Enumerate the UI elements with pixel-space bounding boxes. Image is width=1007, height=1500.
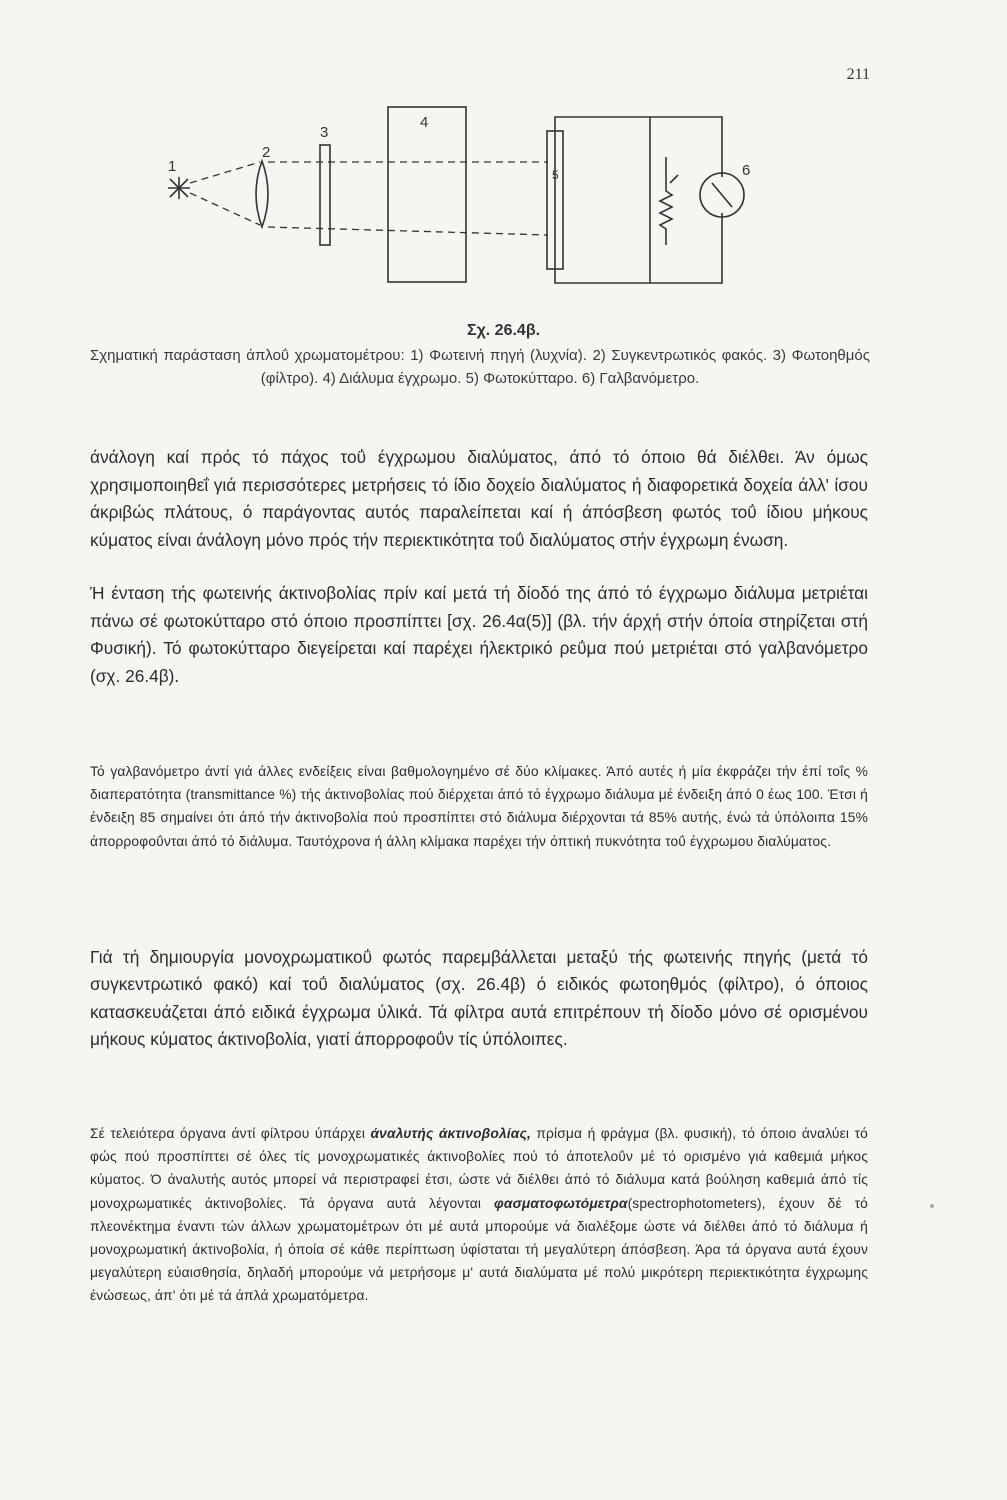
paragraph-1: άνάλογη καί πρός τό πάχος τοΰ έγχρωμου διαλύματος, άπό τό όποιο θά διέλθει. Άν όμως χρησιμοποιηθεΐ γιά περισσότερες μετρήσεις τό ίδιο δοχείο διαλύματος ή διαφορετικά δοχεία άλλ' ίσου άκριβώς πλάτους, ό παράγοντας αυτός παραλείπεται καί ή άπόσβεση φωτός τοΰ ίδιου μήκους κύματος είναι άνάλογη μόνο πρός τήν περιεκτικότητα τοΰ διαλύματος στήν έγχρωμη ένωση. [90, 447, 868, 550]
paragraph-4: Γιά τή δημιουργία μονοχρωματικοΰ φωτός παρεμβάλλεται μεταξύ τής φωτεινής πηγής (μετά τό συγκεντρωτικό φακό) καί τοΰ διαλύματος (σχ. 26.4β) ό ειδικός φωτοηθμός (φίλτρο), ό όποιος κατασκευάζεται άπό ειδικά έγχρωμα ύλικά. Τά φίλτρα αυτά επιτρέπουν τή δίοδο μόνο σέ ορισμένου μήκους κύματος άκτινοβολία, γιατί άπορροφοΰν τίς ύπόλοιπες. [90, 947, 868, 1050]
resistor-arrow [670, 175, 678, 183]
paragraph-2: Ή ένταση τής φωτεινής άκτινοβολίας πρίν καί μετά τή δίοδό της άπό τό έγχρωμο διάλυμα μετριέται πάνω σέ φωτοκύτταρο στό όποιο προσπίπτει [σχ. 26.4α(5)] (βλ. τήν άρχή στήν όποία στηρίζεται στή Φυσική). Τό φωτοκύτταρο διεγείρεται καί παρέχει ήλεκτρικό ρεΰμα πού μετριέται στό γαλβανόμετρο (σχ. 26.4β). [90, 583, 868, 686]
label-5: 5 [552, 168, 559, 182]
galvanometer-icon [700, 173, 744, 217]
figure-caption-title: Σχ. 26.4β. [466, 322, 541, 339]
circuit-wires [555, 117, 722, 283]
paragraph-5 [90, 1122, 868, 1308]
light-source-icon [168, 177, 190, 199]
label-6: 6 [742, 162, 751, 179]
lens-icon [256, 161, 268, 227]
diagram-svg [150, 95, 790, 305]
paragraph-5-part-c: (spectrophotometers), έχουν δέ τό πλεονέκτημα έναντι τών άλλων χρωματομέτρων ότι μέ αυτά μπορούμε νά διαλέξομε ώστε νά διέλθει άπό τό διάλυμα ή μονοχρωματική άκτινοβολία, ή όποία σέ κάθε περίπτωση ύφίσταται τή μεγαλύτερη άπόσβεση. Άρα τά όργανα αυτά έχουν μεγαλύτερη εύαισθησία, δηλαδή μπορούμε νά μετρήσομε μ' αυτά διαλύματα μέ πολύ μικρότερη περιεκτικότητα έγχρωμης ένώσεως, άπ' ότι μέ τά άπλά χρωματόμετρα. [90, 1195, 868, 1304]
label-4: 4 [420, 114, 429, 131]
paragraph-5-part-b: πρίσμα ή φράγμα (βλ. φυσική), τό όποιο άναλύει τό φώς πού προσπίπτει σέ όλες τίς μονοχρωματικές άκτινοβολίες πού τό άποτελοΰν μέ τό ορισμένο γιά καθεμιά μήκος κύματος. Ό άναλυτής αυτός μπορεί νά περιστραφεί έτσι, ώστε νά διέλθει άπό τό διάλυμα κατά βούληση καθεμιά άπό τίς μονοχρωματικές άκτινοβολίες. Τά όργανα αυτά λέγονται [90, 1126, 868, 1211]
figure-caption-text: Σχηματική παράσταση άπλοΰ χρωματομέτρου: 1) Φωτεινή πηγή (λυχνία). 2) Συγκεντρωτικός φακός. 3) Φωτοηθμός (φίλτρο). 4) Διάλυμα έγχρωμο. 5) Φωτοκύτταρο. 6) Γαλβανόμετρο. [90, 347, 870, 387]
colorimeter-diagram [150, 95, 790, 305]
label-3: 3 [320, 124, 329, 141]
photocell-icon [547, 131, 563, 269]
paragraph-3: Τό γαλβανόμετρο άντί γιά άλλες ενδείξεις είναι βαθμολογημένο σέ δύο κλίμακες. Άπό αυτές ή μία έκφράζει τήν έπί τοΐς % διαπερατότητα (transmittance %) τής άκτινοβολίας πού διέρχεται άπό τό έγχρωμο διάλυμα μέ ένδειξη άπό 0 έως 100. Έτσι ή ένδειξη 85 σημαίνει ότι άπό τήν άκτινοβολία πού προσπίπτει στό διάλυμα διέρχονται τά 85% αυτής, ένώ τά ύπόλοιπα 15% άπορροφοΰνται άπό τό διάλυμα. Ταυτόχρονα ή άλλη κλίμακα παρέχει τήν όπτική πυκνότητα τοΰ έγχρωμου διαλύματος. [90, 764, 868, 849]
term-radiation-analyzer: άναλυτής άκτινοβολίας, [370, 1126, 531, 1141]
filter-icon [320, 145, 330, 245]
paragraph-5-part-a: Σέ τελειότερα όργανα άντί φίλτρου ύπάρχει [90, 1126, 371, 1141]
margin-dot [930, 1204, 934, 1208]
label-1: 1 [168, 158, 177, 175]
resistor-icon [660, 157, 672, 245]
cuvette-icon [388, 107, 466, 282]
term-spectrophotometers: φασματοφωτόμετρα [494, 1195, 628, 1211]
light-rays [190, 162, 548, 235]
page-number: 211 [846, 66, 870, 83]
label-2: 2 [262, 144, 271, 161]
